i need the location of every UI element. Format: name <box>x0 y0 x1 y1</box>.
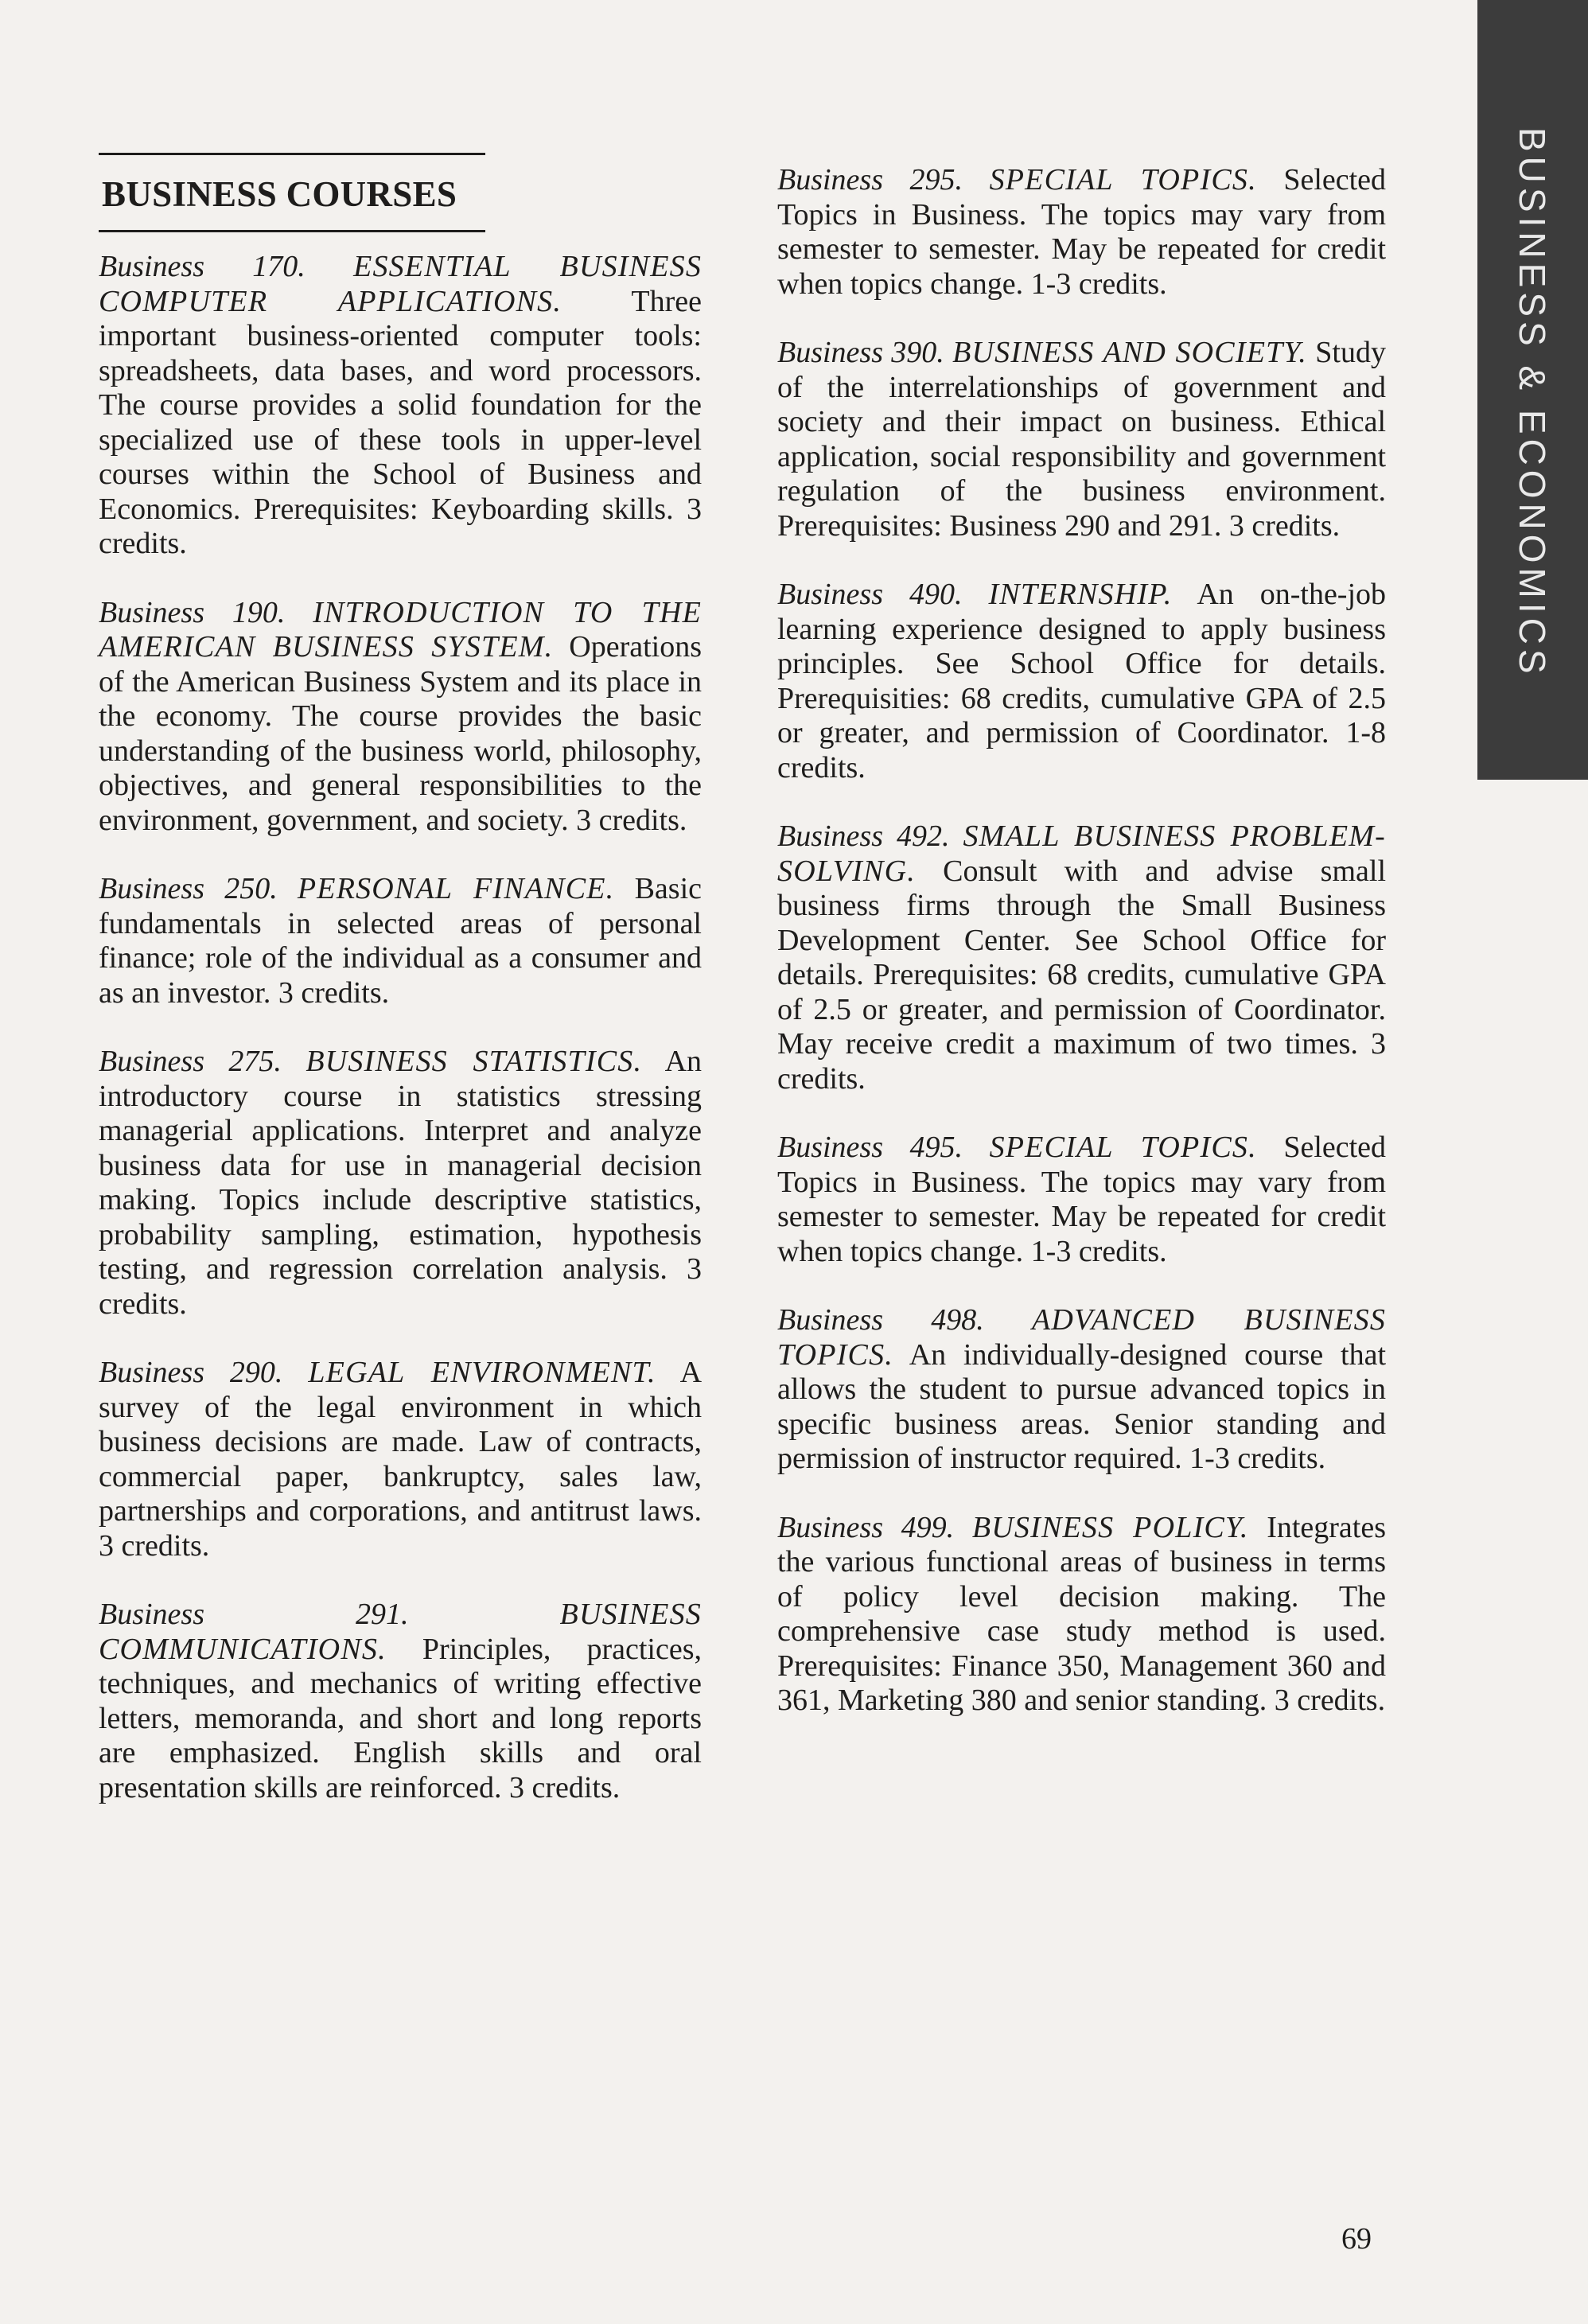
course-subject: Business 291. <box>99 1598 409 1631</box>
course-entry <box>777 1511 1386 1719</box>
course-subject: Business 492. <box>777 819 950 853</box>
right-column <box>777 163 1386 1753</box>
course-description: Principles, practices, techniques, and mechanics of writing effective letters, memoranda, and short and long reports are emphasized. English skills and oral presentation skills are reinforced. 3 credits. <box>99 1632 702 1804</box>
course-description: An individually-designed course that allows the student to pursue advanced topics in specific business areas. Senior standing and permission of instructor required. 1-3 credits. <box>777 1337 1386 1475</box>
course-entry <box>777 819 1386 1096</box>
course-title: INTERNSHIP. <box>988 578 1173 611</box>
course-entry <box>99 1045 702 1322</box>
course-title: PERSONAL FINANCE. <box>297 872 615 905</box>
course-title: ADVANCED BUSINESS TOPICS. <box>777 1303 1387 1372</box>
course-description: Basic fundamentals in selected areas of personal finance; role of the individual as a consumer and as an investor. 3 credits. <box>99 872 702 1010</box>
course-subject: Business 250. <box>99 872 278 905</box>
course-entry <box>99 596 702 839</box>
course-title: BUSINESS AND SOCIETY. <box>952 336 1307 369</box>
left-column <box>99 250 702 1839</box>
course-entry <box>99 1356 702 1563</box>
course-entry <box>777 578 1386 785</box>
course-subject: Business 495. <box>777 1131 963 1164</box>
section-title: BUSINESS COURSES <box>99 153 485 232</box>
course-entry <box>777 1131 1386 1269</box>
course-description: Operations of the American Business System and its place in the economy. The course provides the basic understanding of the business world, philosophy, objectives, and general responsibilities to the environment, government, and society. 3 credits. <box>99 630 702 837</box>
page-number: 69 <box>1341 2222 1372 2256</box>
course-description: Selected Topics in Business. The topics may vary from semester to semester. May be repeated for credit when topics change. 1-3 credits. <box>777 1131 1387 1268</box>
course-subject: Business 170. <box>99 250 306 283</box>
course-subject: Business 390. <box>777 336 944 369</box>
course-description: Selected Topics in Business. The topics may vary from semester to semester. May be repeated for credit when topics change. 1-3 credits. <box>777 163 1387 301</box>
course-title: LEGAL ENVIRONMENT. <box>308 1356 656 1389</box>
course-description: Consult with and advise small business firms through the Small Business Development Center. See School Office for details. Prerequisites: 68 credits, cumulative GPA of 2.5 or greater, and permission of Coordinator. May receive credit a maximum of two times. 3 credits. <box>777 854 1387 1096</box>
side-tab-label: BUSINESS & ECONOMICS <box>1512 127 1553 679</box>
course-entry <box>99 872 702 1010</box>
course-description: An on-the-job learning experience designed to apply business principles. See School Office for details. Prerequisities: 68 credits, cumulative GPA of 2.5 or greater, and permission of Coordinator. 1-8 credits. <box>777 578 1387 784</box>
course-title: SPECIAL TOPICS. <box>989 163 1257 197</box>
course-description: A survey of the legal environment in which business decisions are made. Law of contracts, commercial paper, bankruptcy, sales law, partnerships and corporations, and antitrust laws. 3 credits. <box>99 1356 703 1563</box>
course-description: Three important business-oriented computer tools: spreadsheets, data bases, and word processors. The course provides a solid foundation for the specialized use of these tools in upper-level courses within the School of Business and Economics. Prerequisites: Keyboarding skills. 3 credits. <box>99 284 702 560</box>
course-entry <box>777 336 1386 543</box>
course-subject: Business 190. <box>99 595 286 629</box>
course-title: ESSENTIAL BUSINESS COMPUTER APPLICATIONS. <box>99 250 703 318</box>
course-description: An introductory course in statistics stressing managerial applications. Interpret and analyze business data for use in managerial decision making. Topics include descriptive statistics, probability sampling, estimation, hypothesis testing, and regression correlation analysis. 3 credits. <box>99 1045 703 1321</box>
course-entry <box>777 163 1386 302</box>
course-title: BUSINESS COMMUNICATIONS. <box>99 1598 702 1666</box>
course-subject: Business 490. <box>777 578 963 611</box>
course-title: INTRODUCTION TO THE AMERICAN BUSINESS SYSTEM. <box>99 595 703 664</box>
course-subject: Business 275. <box>99 1045 282 1078</box>
course-entry <box>99 250 702 562</box>
course-description: Study of the interrelationships of government and society and their impact on business. Ethical application, social responsibility and government regulation of the business environment. Prerequisites: Business 290 and 291. 3 credits. <box>777 336 1386 543</box>
course-title: BUSINESS POLICY. <box>971 1510 1249 1544</box>
course-title: SPECIAL TOPICS. <box>989 1131 1257 1164</box>
course-title: SMALL BUSINESS PROBLEM-SOLVING. <box>777 819 1387 888</box>
course-entry <box>777 1303 1386 1477</box>
course-entry <box>99 1598 702 1805</box>
course-description: Integrates the various functional areas of business in terms of policy level decision making. The comprehensive case study method is used. Prerequisites: Finance 350, Management 360 and 361, Marketing 380 and senior standing. 3 credits. <box>777 1510 1386 1717</box>
course-subject: Business 498. <box>777 1303 984 1337</box>
course-subject: Business 290. <box>99 1356 283 1389</box>
course-title: BUSINESS STATISTICS. <box>306 1045 643 1078</box>
course-subject: Business 295. <box>777 163 963 197</box>
course-subject: Business 499. <box>777 1510 955 1544</box>
